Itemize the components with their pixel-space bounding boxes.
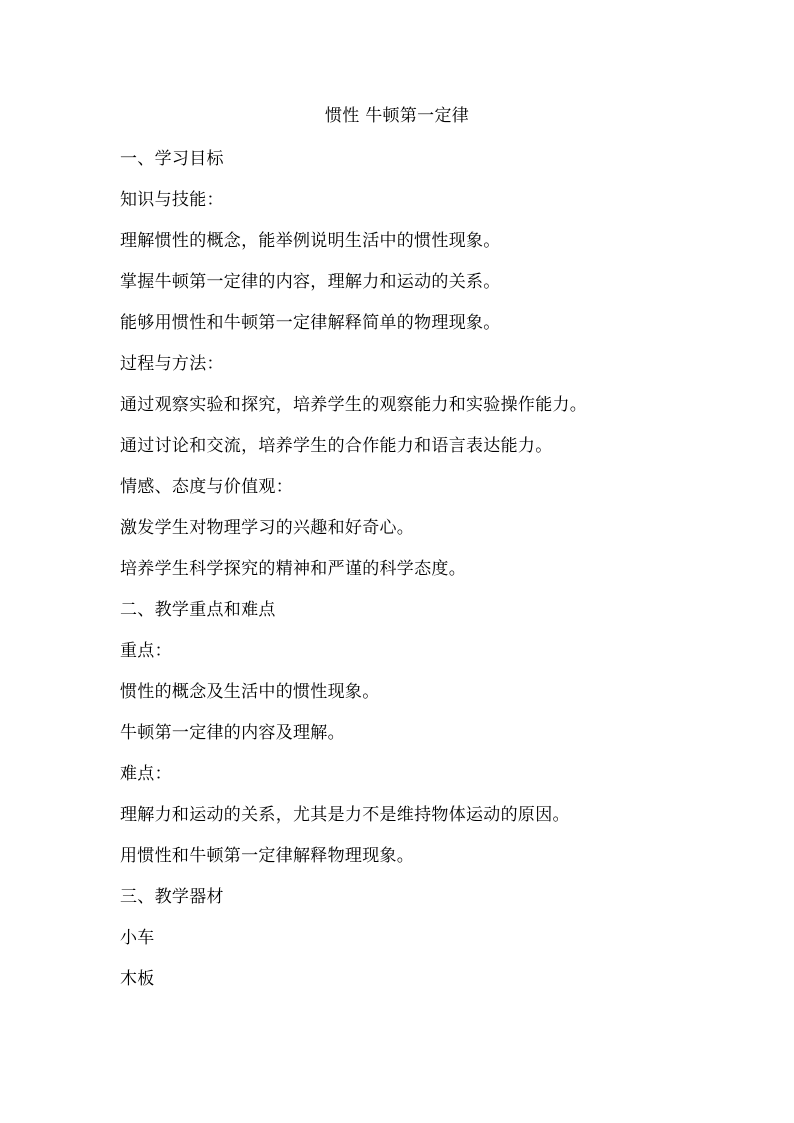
- subheading-key-points: 重点：: [120, 641, 172, 661]
- paragraph: 用惯性和牛顿第一定律解释物理现象。: [120, 846, 415, 866]
- subheading-difficult-points: 难点：: [120, 764, 172, 784]
- paragraph: 惯性的概念及生活中的惯性现象。: [120, 682, 380, 702]
- subheading-attitudes-values: 情感、态度与价值观：: [120, 477, 293, 497]
- paragraph: 通过讨论和交流，培养学生的合作能力和语言表达能力。: [120, 436, 553, 456]
- subheading-knowledge-skills: 知识与技能：: [120, 190, 224, 210]
- section-heading-objectives: 一、学习目标: [120, 149, 224, 169]
- subheading-process-methods: 过程与方法：: [120, 354, 224, 374]
- document-title: 惯性 牛顿第一定律: [324, 106, 470, 126]
- paragraph: 激发学生对物理学习的兴趣和好奇心。: [120, 518, 415, 538]
- paragraph: 能够用惯性和牛顿第一定律解释简单的物理现象。: [120, 313, 501, 333]
- paragraph: 培养学生科学探究的精神和严谨的科学态度。: [120, 559, 466, 579]
- paragraph: 掌握牛顿第一定律的内容，理解力和运动的关系。: [120, 272, 501, 292]
- paragraph: 理解力和运动的关系，尤其是力不是维持物体运动的原因。: [120, 805, 570, 825]
- list-item: 小车: [120, 928, 155, 948]
- paragraph: 理解惯性的概念，能举例说明生活中的惯性现象。: [120, 231, 501, 251]
- section-heading-equipment: 三、教学器材: [120, 887, 224, 907]
- paragraph: 牛顿第一定律的内容及理解。: [120, 723, 345, 743]
- section-heading-key-difficult-points: 二、教学重点和难点: [120, 600, 276, 620]
- list-item: 木板: [120, 969, 155, 989]
- paragraph: 通过观察实验和探究，培养学生的观察能力和实验操作能力。: [120, 395, 588, 415]
